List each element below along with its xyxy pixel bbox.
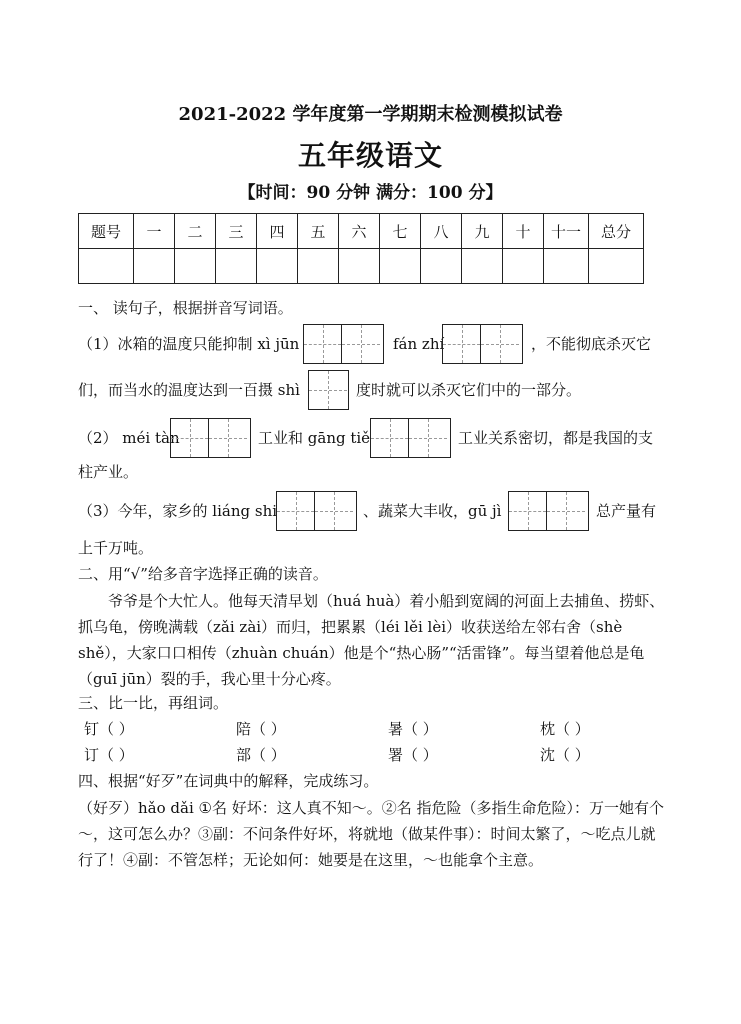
answer-box-shi[interactable] — [308, 370, 349, 410]
score-header-cell: 六 — [339, 214, 380, 249]
q1-text-d: 们，而当水的温度达到一百摄 shì — [78, 381, 300, 399]
score-cell[interactable] — [134, 249, 175, 284]
score-cell[interactable] — [380, 249, 421, 284]
compare-item: 枕（ ） — [540, 720, 590, 738]
score-cell[interactable] — [175, 249, 216, 284]
q1-text-a: （1）冰箱的温度只能抑制 xì jūn — [78, 335, 300, 353]
q3-text-a: （3）今年，家乡的 liáng shi — [78, 502, 278, 520]
score-cell[interactable] — [298, 249, 339, 284]
score-cell[interactable] — [339, 249, 380, 284]
q3-text-b: 、蔬菜大丰收，gū jì — [363, 502, 502, 520]
section2-passage: 爷爷是个大忙人。他每天清早划（huá huà）着小船到宽阔的河面上去捕鱼、捞虾、抓乌龟，傍晚满载（zǎi zài）而归，把累累（léi lěi lèi）收获送给左邻右舍（shè shě），大家口口相传（zhuàn chuán）他是个“热心肠”“活雷锋”。每当望着他总是龟（guī jūn）裂的手，我心里十分心疼。 — [78, 592, 665, 688]
score-header-cell: 一 — [134, 214, 175, 249]
compare-item: 署（ ） — [388, 746, 438, 764]
score-header-cell: 九 — [462, 214, 503, 249]
score-cell[interactable] — [503, 249, 544, 284]
score-header-cell: 五 — [298, 214, 339, 249]
section2-heading: 二、用“√”给多音字选择正确的读音。 — [78, 565, 328, 583]
compare-item: 部（ ） — [236, 746, 286, 764]
answer-box-xijun[interactable] — [303, 324, 384, 364]
score-cell[interactable] — [216, 249, 257, 284]
compare-item: 订（ ） — [84, 746, 134, 764]
score-header-cell: 十 — [503, 214, 544, 249]
q2-text-a: （2） méi tàn — [78, 429, 180, 447]
q2-text-d: 柱产业。 — [78, 463, 139, 481]
score-cell[interactable] — [544, 249, 589, 284]
score-table — [78, 213, 644, 284]
score-table-header-row — [79, 214, 644, 249]
compare-item: 陪（ ） — [236, 720, 286, 738]
q1-text-e: 度时就可以杀灭它们中的一部分。 — [356, 381, 582, 399]
exam-time-score: 【时间：90 分钟 满分：100 分】 — [238, 183, 503, 203]
answer-box-fanzhi[interactable] — [442, 324, 523, 364]
answer-box-guji[interactable] — [508, 491, 589, 531]
score-header-cell: 总分 — [589, 214, 644, 249]
section1-heading: 一、 读句子，根据拼音写词语。 — [78, 299, 293, 317]
section4-heading: 四、根据“好歹”在词典中的解释，完成练习。 — [78, 772, 379, 790]
compare-item: 暑（ ） — [388, 720, 438, 738]
q1-text-b: fán zhí — [393, 335, 445, 353]
score-header-cell: 七 — [380, 214, 421, 249]
score-header-cell: 四 — [257, 214, 298, 249]
score-cell[interactable] — [462, 249, 503, 284]
score-cell[interactable] — [79, 249, 134, 284]
q2-text-b: 工业和 gāng tiě — [258, 429, 371, 447]
score-header-cell: 十一 — [544, 214, 589, 249]
compare-item: 沈（ ） — [540, 746, 590, 764]
q2-text-c: 工业关系密切，都是我国的支 — [458, 429, 654, 447]
score-table-blank-row — [79, 249, 644, 284]
score-cell[interactable] — [421, 249, 462, 284]
score-cell[interactable] — [257, 249, 298, 284]
answer-box-liangshi[interactable] — [276, 491, 357, 531]
q3-text-d: 上千万吨。 — [78, 539, 154, 557]
compare-item: 钉（ ） — [84, 720, 134, 738]
section4-definition: （好歹）hǎo dǎi ①名 好坏：这人真不知～。②名 指危险（多指生命危险）：万一她有个～，这可怎么办？③副：不问条件好坏，将就地（做某件事）：时间太繁了，～吃点儿就行了！④副：不管怎样；无论如何：她要是在这里，～也能拿个主意。 — [78, 799, 664, 869]
q1-text-c: ，不能彻底杀灭它 — [531, 335, 652, 353]
answer-box-meitan[interactable] — [170, 418, 251, 458]
exam-subject: 五年级语文 — [297, 139, 443, 172]
score-header-cell: 二 — [175, 214, 216, 249]
answer-box-gangtie[interactable] — [370, 418, 451, 458]
score-header-cell: 三 — [216, 214, 257, 249]
score-header-cell: 题号 — [79, 214, 134, 249]
section3-heading: 三、比一比，再组词。 — [78, 694, 229, 712]
score-cell[interactable] — [589, 249, 644, 284]
score-header-cell: 八 — [421, 214, 462, 249]
exam-title: 2021-2022 学年度第一学期期末检测模拟试卷 — [178, 104, 563, 125]
q3-text-c: 总产量有 — [596, 502, 657, 520]
